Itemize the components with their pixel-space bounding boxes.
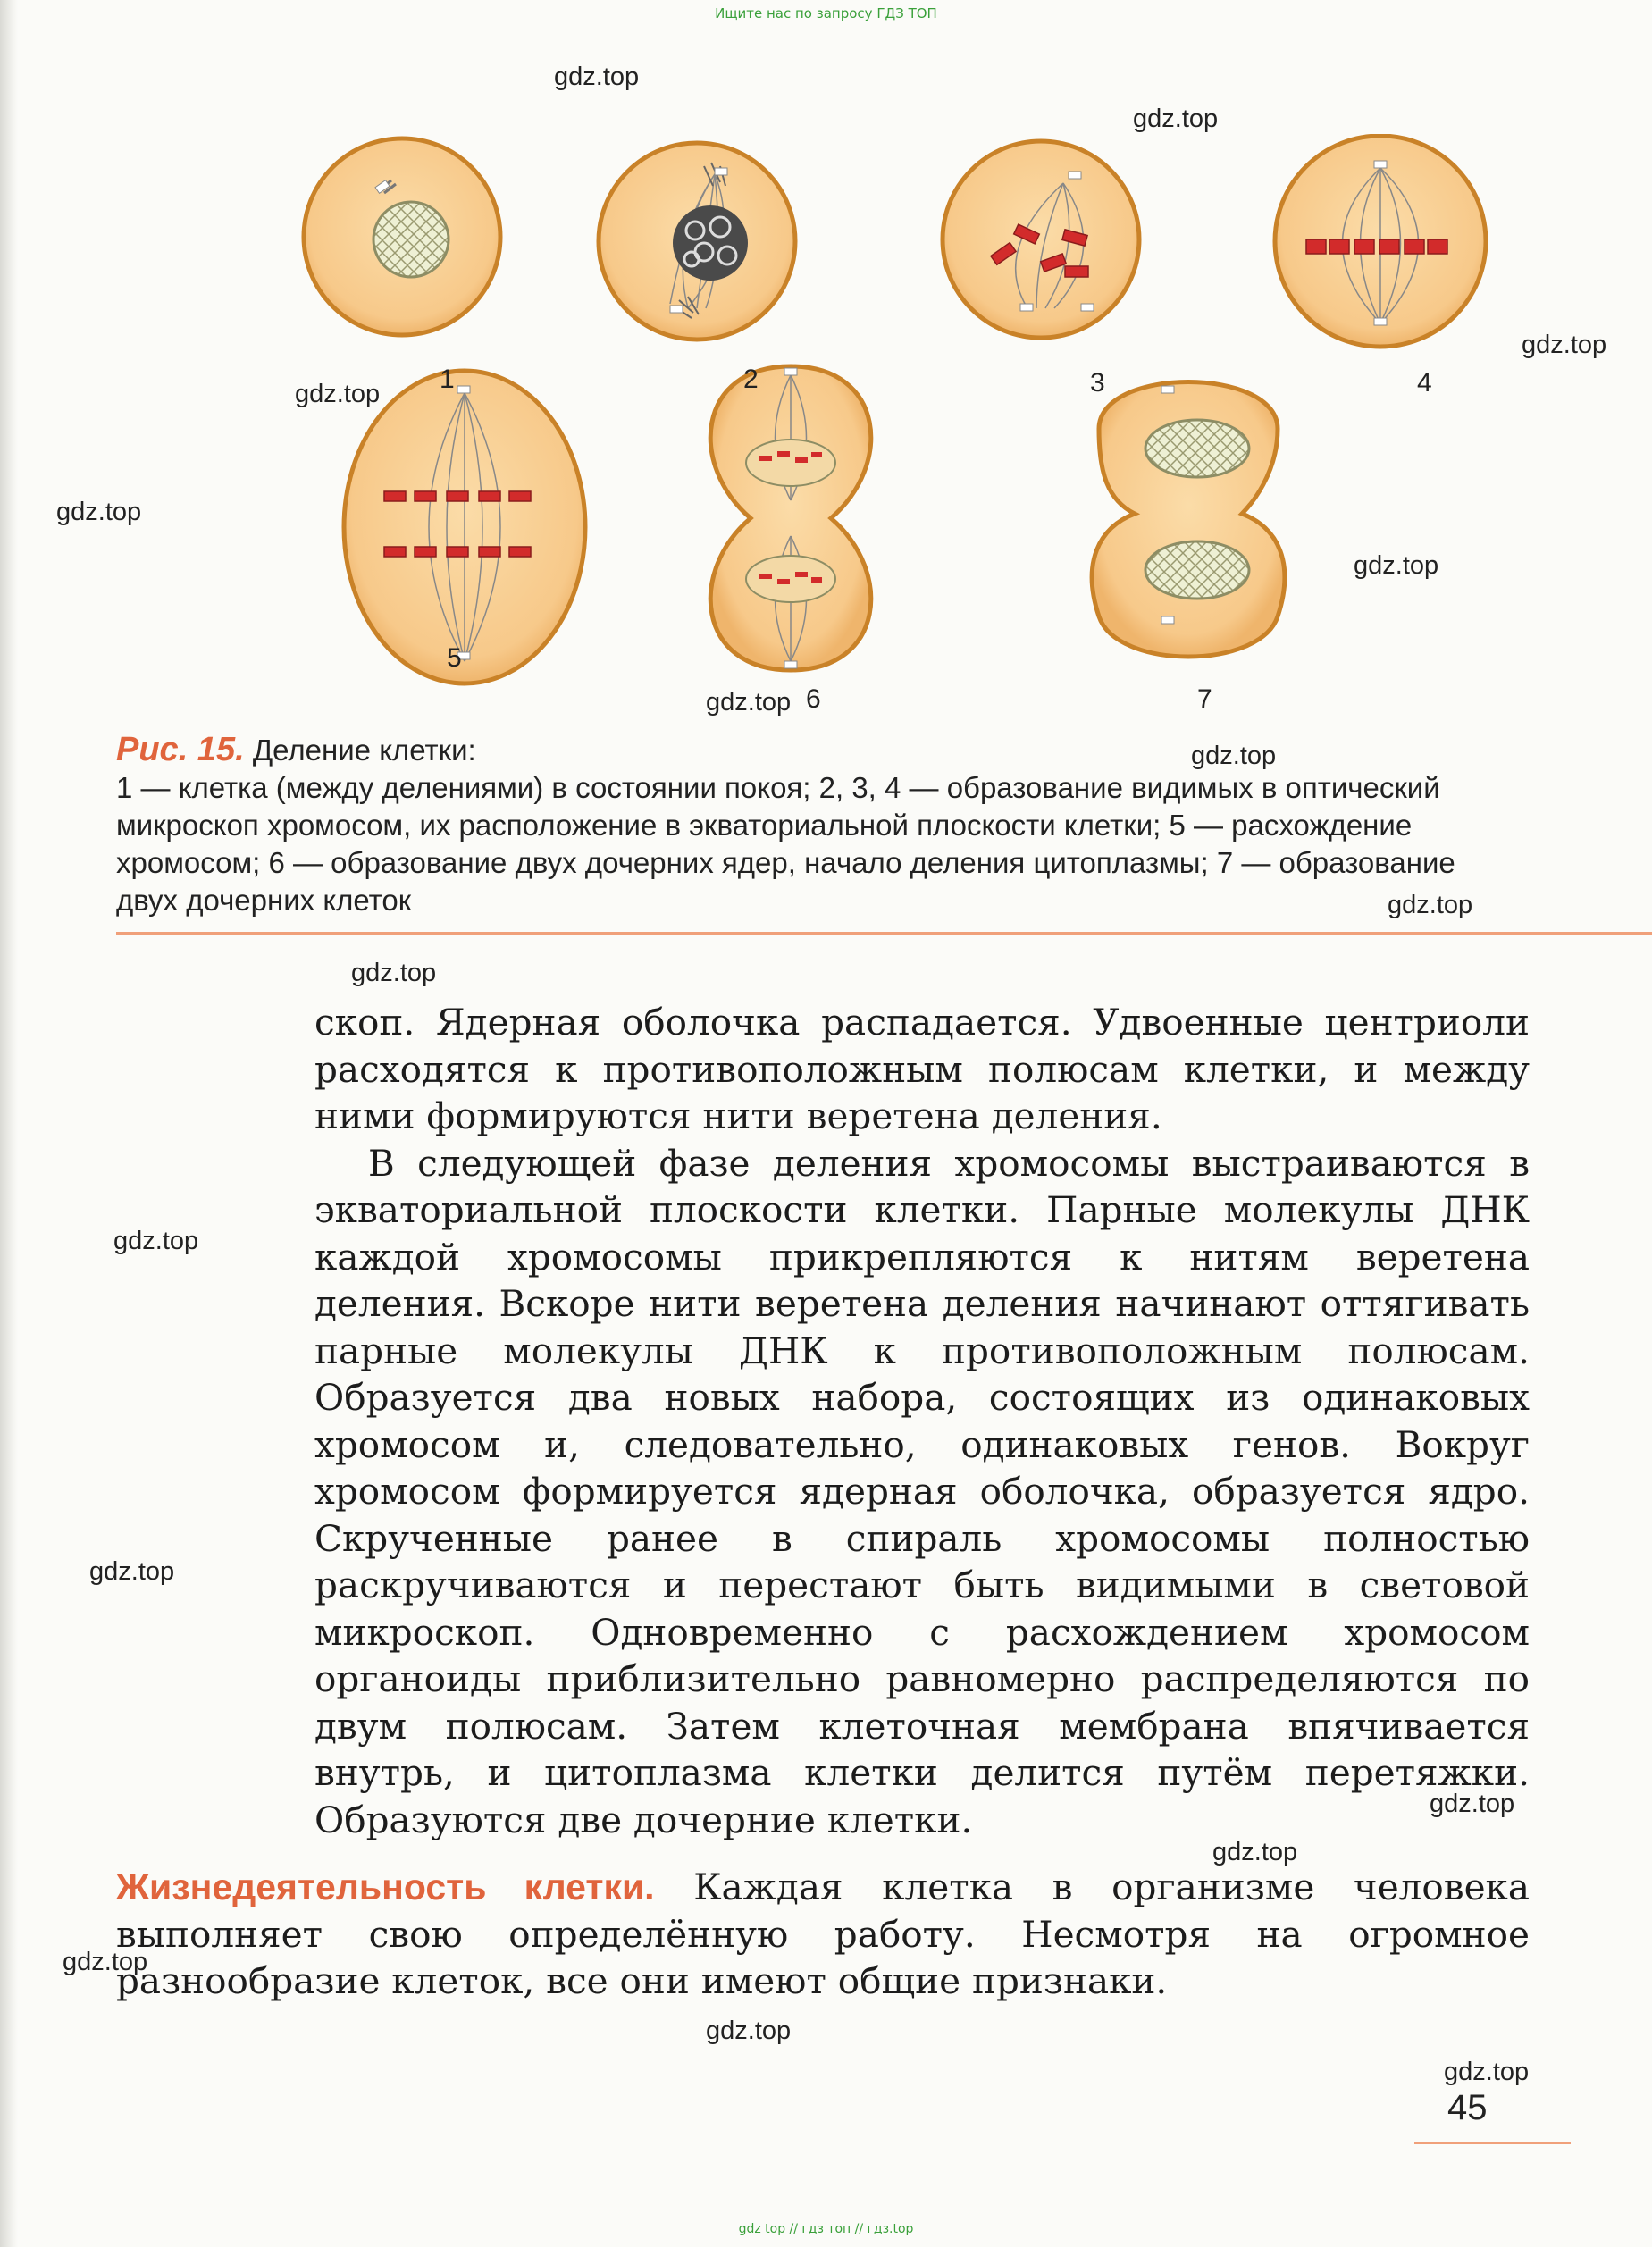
stage-6-cell [710,366,871,670]
stage-7-cell [1092,382,1285,658]
stage-4-cell [1275,136,1486,347]
stage-3-cell [943,141,1139,338]
watermark: gdz.top [113,1227,199,1255]
figure-description: 1 — клетка (между делениями) в состоянии покоя; 2, 3, 4 — образование видимых в оптический микроскоп хромосом, их расположение в экваториальной плоскости клетки; 5 — расхождение хромосом; 6 — образование двух дочерних ядер, начало деления цитоплазмы; 7 — образование двух дочерних клеток [116,771,1455,917]
stage-5-cell [344,371,585,683]
top-banner[interactable]: Ищите нас по запросу ГДЗ ТОП [715,5,937,21]
watermark: gdz.top [295,380,381,408]
watermark: gdz.top [1212,1838,1298,1866]
main-text [314,999,1530,1843]
figure-number: Рис. 15. [116,731,245,768]
watermark: gdz.top [56,498,142,526]
stage-label-3: 3 [1090,368,1105,398]
stage-2-cell [599,143,795,340]
watermark: gdz.top [706,2016,792,2045]
bottom-banner[interactable]: gdz top // гдз топ // гдз.top [738,2222,914,2236]
page-number-rule [1414,2142,1571,2144]
section-heading: Жизнедеятельность клетки. [116,1866,655,1907]
watermark: gdz.top [1430,1790,1515,1818]
watermark: gdz.top [1522,331,1607,359]
watermark: gdz.top [554,63,640,91]
stage-1-cell [304,138,500,335]
watermark: gdz.top [1191,742,1277,770]
watermark: gdz.top [1354,551,1439,580]
watermark: gdz.top [1444,2058,1530,2086]
section-text: Каждая клетка в организме человека выполняет свою определённую работу. Несмотря на огромное разнообразие клеток, все они имеют общие признаки. [116,1866,1530,2002]
figure-title: Деление клетки: [252,734,476,767]
caption-divider [116,932,1652,935]
watermark: gdz.top [351,959,437,987]
paragraph: В следующей фазе деления хромосомы выстраиваются в экваториальной плоскости клетки. Парные молекулы ДНК каждой хромосомы прикрепляются к нитям веретена деления. Вскоре нити веретена деления начинают оттягивать парные молекулы ДНК к противоположным полюсам. Образуется два новых набора, состоящих из одинаковых хромосом и, следовательно, одинаковых генов. Вокруг хромосом формируется ядерная оболочка, образуется ядро. Скрученные ранее в спираль хромосомы полностью раскручиваются и перестают быть видимыми в световой микроскоп. Одновременно с расхождением хромосом органоиды приблизительно равномерно распределяются по двум полюсам. Затем клеточная мембрана впячивается внутрь, и цитоплазма клетки делится путём перетяжки. Образуются две дочерние клетки. [314,1141,1530,1841]
stage-label-2: 2 [743,365,759,394]
watermark: gdz.top [706,688,792,717]
section-cell-life [116,1864,1530,2005]
cell-division-figure [295,134,1564,715]
stage-label-6: 6 [806,684,821,714]
page-number: 45 [1447,2088,1488,2127]
cell-division-illustration [295,134,1564,715]
watermark: gdz.top [1388,891,1473,919]
watermark: gdz.top [1133,105,1219,133]
figure-caption [116,731,1510,919]
watermark: gdz.top [89,1557,175,1586]
stage-label-4: 4 [1417,368,1432,398]
watermark: gdz.top [63,1948,148,1976]
stage-label-5: 5 [447,643,462,673]
stage-label-7: 7 [1197,684,1212,714]
page-edge-shadow [0,0,18,2247]
stage-label-1: 1 [440,365,455,394]
paragraph: скоп. Ядерная оболочка распадается. Удвоенные центриоли расходятся к противоположным полюсам клетки, и между ними формируются нити веретена деления. [314,1001,1530,1137]
